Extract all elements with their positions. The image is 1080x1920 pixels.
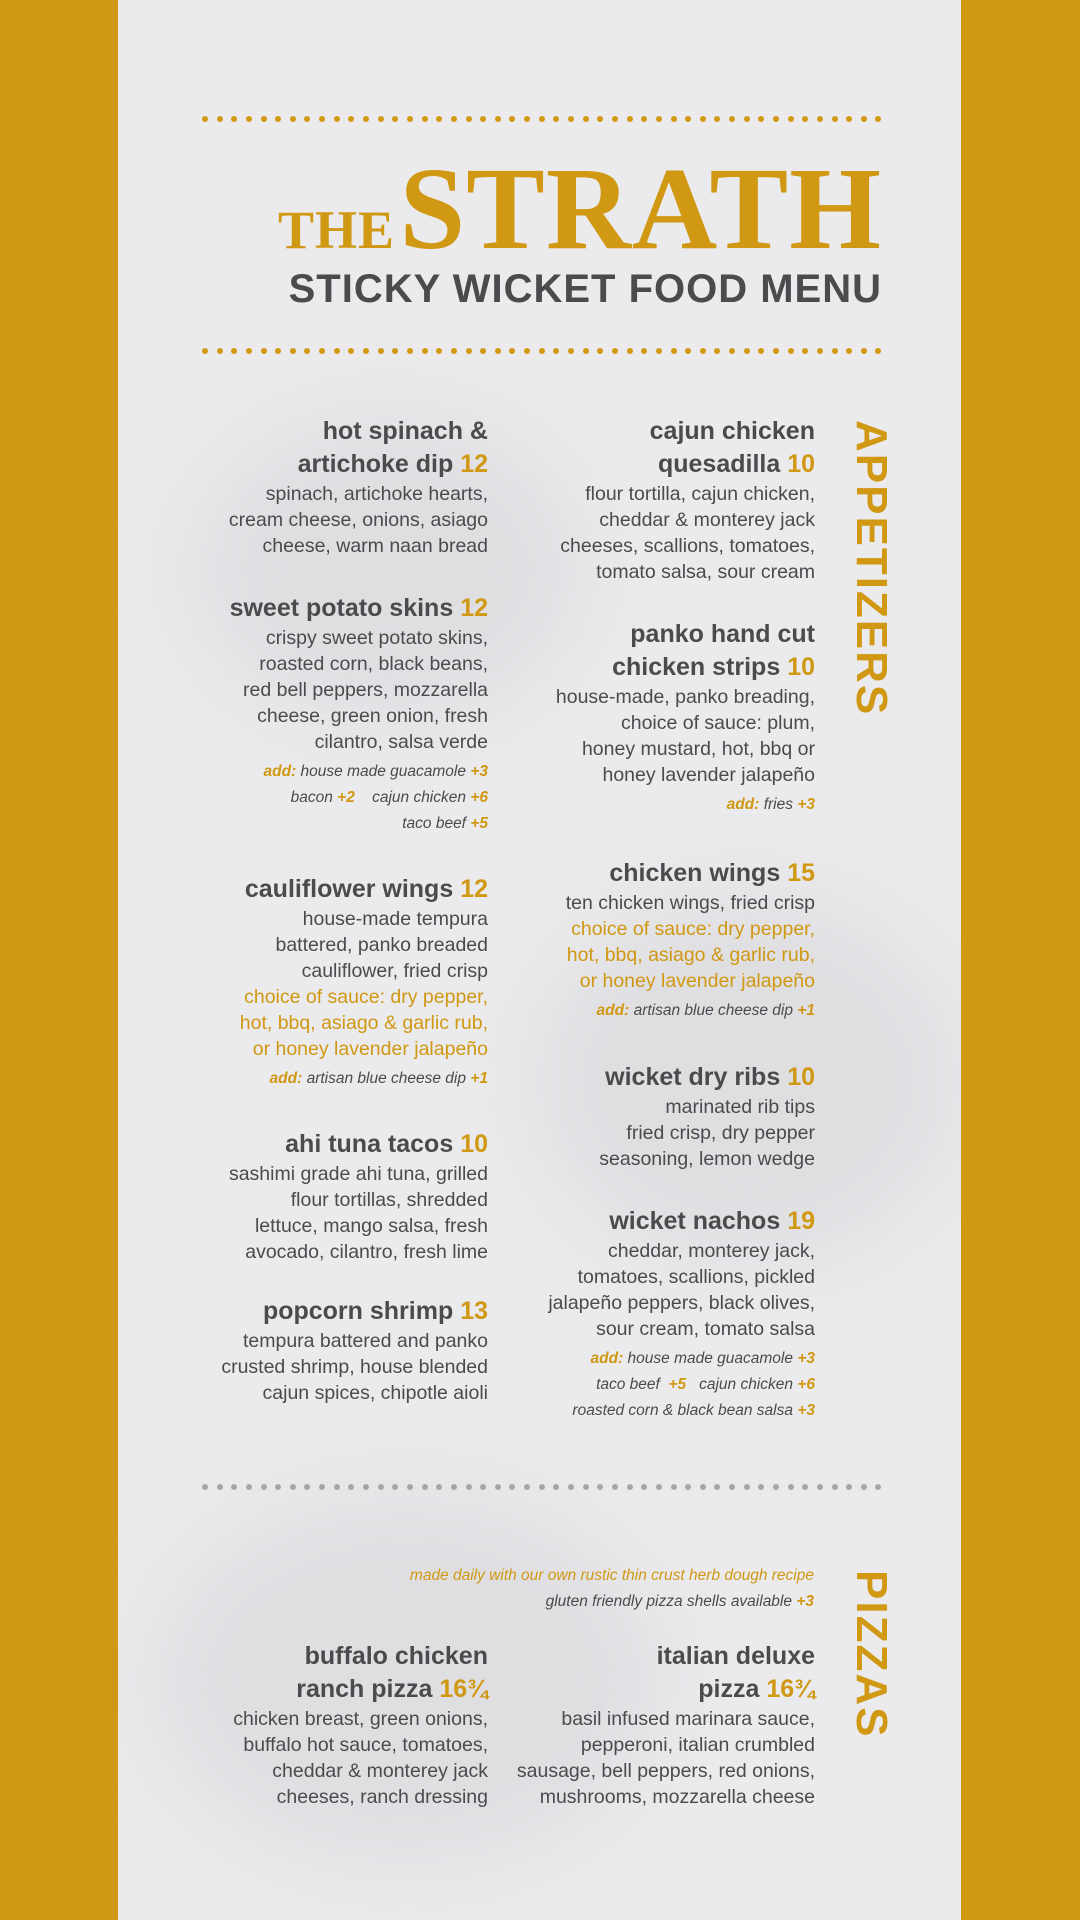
divider-dot (627, 116, 633, 122)
divider-dot (685, 1484, 691, 1490)
divider-dot (773, 348, 779, 354)
divider-dot (304, 348, 310, 354)
logo-strath: STRATH (399, 143, 882, 274)
menu-item (150, 1128, 488, 1265)
divider-dot (407, 1484, 413, 1490)
divider-dot (378, 1484, 384, 1490)
divider-dot (363, 116, 369, 122)
divider-dot (875, 1484, 881, 1490)
divider-dot (568, 116, 574, 122)
divider-dot (290, 116, 296, 122)
menu-item (500, 415, 815, 585)
divider-dot (597, 348, 603, 354)
divider-dot (802, 1484, 808, 1490)
divider-dot (246, 116, 252, 122)
divider-dot (846, 116, 852, 122)
divider-dot (451, 348, 457, 354)
item-addons: add: house made guacamole +3 taco beef +5 cajun chicken +6 roasted corn & black bean salsa +3 (572, 1350, 815, 1419)
divider-dot (378, 116, 384, 122)
item-description: crispy sweet potato skins, roasted corn, black beans, red bell peppers, mozzarella cheese, green onion, fresh cilantro, salsa verde (243, 627, 488, 753)
menu-item (150, 592, 488, 837)
divider-dot (714, 1484, 720, 1490)
divider-dot (758, 1484, 764, 1490)
item-addons: add: artisan blue cheese dip +1 (596, 1002, 815, 1019)
header-dotted-divider (202, 348, 882, 356)
item-description: chicken breast, green onions, buffalo hot sauce, tomatoes, cheddar & monterey jack cheeses, ranch dressing (233, 1708, 488, 1808)
pizzas-left-column (150, 1640, 488, 1810)
item-price: 16¾ (766, 1675, 815, 1703)
divider-dot (509, 1484, 515, 1490)
divider-dot (553, 1484, 559, 1490)
item-name: italian deluxe (656, 1642, 815, 1670)
divider-dot (583, 348, 589, 354)
divider-dot (568, 348, 574, 354)
divider-dot (217, 1484, 223, 1490)
divider-dot (348, 348, 354, 354)
menu-subtitle: STICKY WICKET FOOD MENU (288, 267, 882, 311)
divider-dot (304, 1484, 310, 1490)
divider-dot (597, 1484, 603, 1490)
pizzas-right-column (500, 1640, 815, 1810)
divider-dot (334, 348, 340, 354)
divider-dot (788, 116, 794, 122)
divider-dot (729, 116, 735, 122)
divider-dot (275, 1484, 281, 1490)
gluten-friendly-note: gluten friendly pizza shells available +3 (545, 1593, 814, 1610)
divider-dot (422, 348, 428, 354)
divider-dot (509, 116, 515, 122)
divider-dot (436, 116, 442, 122)
divider-dot (685, 116, 691, 122)
divider-dot (846, 348, 852, 354)
item-price: 10 (787, 653, 815, 681)
divider-dot (275, 348, 281, 354)
divider-dot (319, 1484, 325, 1490)
divider-dot (392, 116, 398, 122)
item-price: 10 (787, 1063, 815, 1091)
divider-dot (817, 116, 823, 122)
item-description: house-made, panko breading, choice of sauce: plum, honey mustard, hot, bbq or honey lavender jalapeño (555, 686, 815, 786)
divider-dot (714, 348, 720, 354)
divider-dot (875, 348, 881, 354)
item-name-line2: quesadilla 10 (657, 450, 815, 478)
item-name: wicket dry ribs 10 (605, 1063, 815, 1091)
divider-dot (436, 348, 442, 354)
item-description: sashimi grade ahi tuna, grilled flour tortillas, shredded lettuce, mango salsa, fresh avocado, cilantro, fresh lime (228, 1163, 488, 1263)
divider-dot (509, 348, 515, 354)
item-price: 13 (460, 1297, 488, 1325)
divider-dot (524, 348, 530, 354)
item-name: panko hand cut (630, 620, 815, 648)
divider-dot (758, 348, 764, 354)
item-price: 12 (460, 594, 488, 622)
menu-item (150, 415, 488, 559)
divider-dot (861, 116, 867, 122)
divider-dot (700, 116, 706, 122)
divider-dot (480, 116, 486, 122)
item-name-line2: artichoke dip 12 (297, 450, 488, 478)
divider-dot (451, 116, 457, 122)
menu-item (500, 618, 815, 818)
divider-dot (363, 348, 369, 354)
item-price: 16¾ (439, 1675, 488, 1703)
divider-dot (832, 348, 838, 354)
divider-dot (744, 348, 750, 354)
divider-dot (627, 348, 633, 354)
divider-dot (612, 116, 618, 122)
menu-item (500, 1061, 815, 1172)
item-name: chicken wings 15 (609, 859, 815, 887)
divider-dot (217, 348, 223, 354)
section-dotted-divider (202, 1484, 882, 1492)
divider-dot (861, 1484, 867, 1490)
divider-dot (875, 116, 881, 122)
divider-dot (744, 1484, 750, 1490)
divider-dot (392, 1484, 398, 1490)
divider-dot (802, 116, 808, 122)
menu-item (150, 1640, 488, 1810)
item-price: 12 (460, 875, 488, 903)
divider-dot (392, 348, 398, 354)
divider-dot (261, 1484, 267, 1490)
menu-item (150, 1295, 488, 1406)
section-label-pizzas: PIZZAS (847, 1570, 896, 1739)
divider-dot (334, 1484, 340, 1490)
item-description: basil infused marinara sauce, pepperoni, italian crumbled sausage, bell peppers, red onions, mushrooms, mozzarella cheese (516, 1708, 815, 1808)
divider-dot (348, 1484, 354, 1490)
menu-item (500, 857, 815, 1024)
divider-dot (641, 348, 647, 354)
divider-dot (656, 116, 662, 122)
appetizers-left-column (150, 415, 488, 1415)
divider-dot (319, 116, 325, 122)
item-description: spinach, artichoke hearts, cream cheese, onions, asiago cheese, warm naan bread (228, 483, 488, 557)
divider-dot (802, 348, 808, 354)
divider-dot (671, 116, 677, 122)
divider-dot (583, 1484, 589, 1490)
divider-dot (217, 116, 223, 122)
item-name: cajun chicken (649, 417, 815, 445)
divider-dot (773, 116, 779, 122)
divider-dot (758, 116, 764, 122)
item-name-line2: pizza 16¾ (698, 1675, 815, 1703)
divider-dot (568, 1484, 574, 1490)
item-price: 12 (460, 450, 488, 478)
divider-dot (861, 348, 867, 354)
item-addons: add: fries +3 (726, 796, 815, 813)
divider-dot (641, 1484, 647, 1490)
divider-dot (817, 348, 823, 354)
item-price: 10 (787, 450, 815, 478)
divider-dot (612, 348, 618, 354)
restaurant-logo (278, 143, 882, 274)
item-addons: add: artisan blue cheese dip +1 (269, 1070, 488, 1087)
divider-dot (539, 116, 545, 122)
divider-dot (832, 1484, 838, 1490)
divider-dot (407, 348, 413, 354)
divider-dot (378, 348, 384, 354)
divider-dot (700, 1484, 706, 1490)
item-name-line2: ranch pizza 16¾ (296, 1675, 488, 1703)
divider-dot (671, 348, 677, 354)
divider-dot (246, 1484, 252, 1490)
divider-dot (466, 1484, 472, 1490)
item-price: 10 (460, 1130, 488, 1158)
divider-dot (656, 1484, 662, 1490)
divider-dot (714, 116, 720, 122)
divider-dot (729, 348, 735, 354)
divider-dot (202, 1484, 208, 1490)
divider-dot (773, 1484, 779, 1490)
section-label-appetizers: APPETIZERS (847, 420, 896, 717)
item-name: hot spinach & (322, 417, 488, 445)
divider-dot (495, 348, 501, 354)
divider-dot (290, 348, 296, 354)
divider-dot (304, 116, 310, 122)
divider-dot (231, 348, 237, 354)
divider-dot (480, 348, 486, 354)
divider-dot (466, 348, 472, 354)
item-description: flour tortilla, cajun chicken, cheddar & monterey jack cheeses, scallions, tomatoes, tomato salsa, sour cream (560, 483, 815, 583)
item-name: cauliflower wings 12 (244, 875, 488, 903)
divider-dot (817, 1484, 823, 1490)
divider-dot (436, 1484, 442, 1490)
divider-dot (553, 348, 559, 354)
item-name-line2: chicken strips 10 (612, 653, 815, 681)
divider-dot (612, 1484, 618, 1490)
item-price: 19 (787, 1207, 815, 1235)
divider-dot (466, 116, 472, 122)
item-description: house-made tempura battered, panko breaded cauliflower, fried crisp choice of sauce: dry pepper, hot, bbq, asiago & garlic rub, or honey lavender jalapeño (239, 908, 488, 1060)
divider-dot (539, 348, 545, 354)
item-description: marinated rib tips fried crisp, dry pepper seasoning, lemon wedge (599, 1096, 815, 1170)
divider-dot (846, 1484, 852, 1490)
menu-item (500, 1205, 815, 1424)
divider-dot (553, 116, 559, 122)
divider-dot (261, 348, 267, 354)
divider-dot (231, 116, 237, 122)
divider-dot (275, 116, 281, 122)
item-name: ahi tuna tacos 10 (285, 1130, 488, 1158)
appetizers-right-column (500, 415, 815, 1435)
divider-dot (363, 1484, 369, 1490)
item-name: sweet potato skins 12 (229, 594, 488, 622)
divider-dot (524, 116, 530, 122)
divider-dot (202, 116, 208, 122)
item-name: buffalo chicken (304, 1642, 488, 1670)
menu-item (150, 873, 488, 1092)
divider-dot (290, 1484, 296, 1490)
divider-dot (231, 1484, 237, 1490)
top-dotted-divider (202, 116, 882, 124)
divider-dot (524, 1484, 530, 1490)
item-name: wicket nachos 19 (609, 1207, 815, 1235)
divider-dot (788, 348, 794, 354)
item-description: cheddar, monterey jack, tomatoes, scallions, pickled jalapeño peppers, black olives, sour cream, tomato salsa (548, 1240, 815, 1340)
divider-dot (539, 1484, 545, 1490)
divider-dot (202, 348, 208, 354)
divider-dot (348, 116, 354, 122)
divider-dot (261, 116, 267, 122)
divider-dot (627, 1484, 633, 1490)
divider-dot (495, 1484, 501, 1490)
logo-the: THE (278, 200, 396, 260)
divider-dot (480, 1484, 486, 1490)
divider-dot (422, 116, 428, 122)
item-description: tempura battered and panko crusted shrimp, house blended cajun spices, chipotle aioli (221, 1330, 488, 1404)
divider-dot (583, 116, 589, 122)
divider-dot (319, 348, 325, 354)
divider-dot (597, 116, 603, 122)
divider-dot (334, 116, 340, 122)
divider-dot (656, 348, 662, 354)
item-description: ten chicken wings, fried crisp choice of sauce: dry pepper, hot, bbq, asiago & garlic rub, or honey lavender jalapeño (565, 892, 815, 992)
item-name: popcorn shrimp 13 (262, 1297, 488, 1325)
divider-dot (246, 348, 252, 354)
divider-dot (495, 116, 501, 122)
item-price: 15 (787, 859, 815, 887)
divider-dot (744, 116, 750, 122)
divider-dot (685, 348, 691, 354)
menu-item (500, 1640, 815, 1810)
divider-dot (451, 1484, 457, 1490)
divider-dot (700, 348, 706, 354)
divider-dot (729, 1484, 735, 1490)
divider-dot (671, 1484, 677, 1490)
pizza-dough-note: made daily with our own rustic thin crust herb dough recipe (409, 1567, 814, 1584)
divider-dot (422, 1484, 428, 1490)
divider-dot (407, 116, 413, 122)
item-addons: add: house made guacamole +3 bacon +2 cajun chicken +6 taco beef +5 (263, 763, 488, 832)
divider-dot (788, 1484, 794, 1490)
divider-dot (832, 116, 838, 122)
divider-dot (641, 116, 647, 122)
